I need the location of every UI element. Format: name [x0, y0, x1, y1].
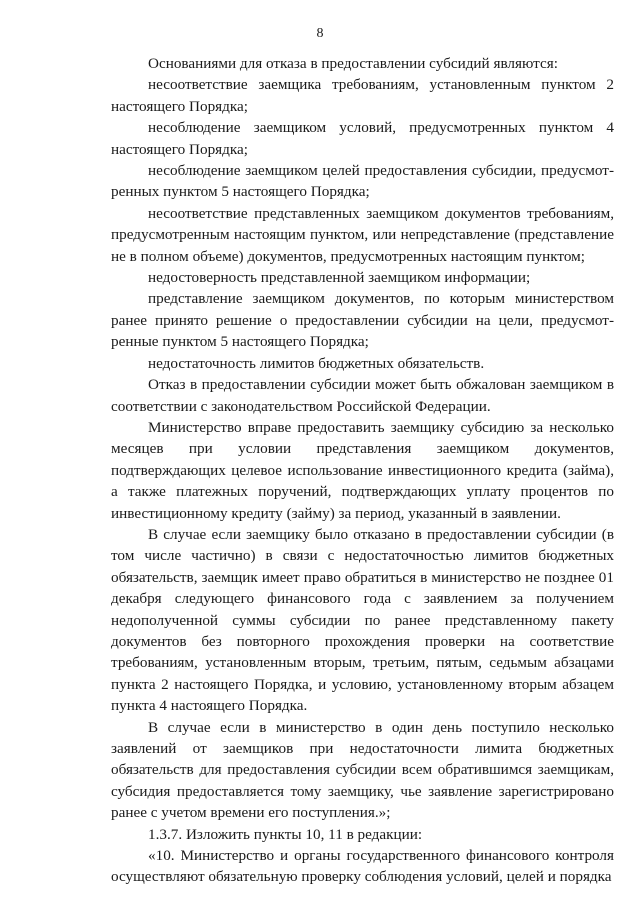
paragraph: несоответствие представленных заемщиком документов требованиям, предусмотренным настоящим пунктом, или непредставление (представление не в полном объеме) документов, предусмотренных настоящим пунктом; — [111, 204, 614, 265]
paragraph: В случае если заемщику было отказано в предоставлении субсидии (в том числе частично) в связи с недостаточностью лимитов бюджетных обязательств, заемщик имеет право обратиться в министерство не позднее 01 декабря следующего финансового года с заявлением за получением недополученной суммы субсидии по ранее представленному пакету документов без повторного прохождения проверки на соответствие требованиям, установленным вторым, третьим, пятым, седьмым абзацами пункта 2 настоящего Порядка, и условию, установленному вторым абзацем пункта 4 настоящего Порядка. — [111, 525, 614, 715]
paragraph: 1.3.7. Изложить пункты 10, 11 в редакции: — [148, 825, 423, 843]
page-number: 8 — [316, 26, 324, 41]
paragraph: несоответствие заемщика требованиям, установленным пунктом 2 настоящего Порядка; — [111, 76, 614, 115]
paragraph: Основаниями для отказа в предоставлении субсидий являются: — [148, 55, 558, 72]
paragraph: несоблюдение заемщиком условий, предусмотренных пунктом 4 настоящего Порядка; — [111, 119, 614, 158]
paragraph: «10. Министерство и органы государственного финансового контроля осуществляют обязательную проверку соблюдения условий, целей и порядка — [111, 847, 614, 886]
paragraph: представление заемщиком документов, по которым министерством ранее принято решение о предоставлении субсидии на цели, предусмотренные пунктом 5 настоящего Порядка; — [111, 290, 614, 351]
document-body — [111, 53, 614, 888]
paragraph: недостаточность лимитов бюджетных обязательств. — [148, 354, 485, 372]
paragraph: Отказ в предоставлении субсидии может быть обжалован заемщиком в соответствии с законодательством Российской Федерации. — [111, 376, 614, 415]
paragraph: несоблюдение заемщиком целей предоставления субсидии, предусмотренных пунктом 5 настоящего Порядка; — [111, 162, 614, 201]
paragraph: недостоверность представленной заемщиком информации; — [148, 269, 531, 287]
paragraph: В случае если в министерство в один день поступило несколько заявлений от заемщиков при недостаточности лимита бюджетных обязательств для предоставления субсидии всем обратившимся заемщикам, субсидия предоставляется тому заемщику, чье заявление зарегистрировано ранее с учетом времени его поступления.»; — [111, 718, 614, 822]
paragraph: Министерство вправе предоставить заемщику субсидию за несколько месяцев при условии представления заемщиком документов, подтверждающих целевое использование инвестиционного кредита (займа), а также платежных поручений, подтверждающих уплату процентов по инвестиционному кредиту (займу) за период, указанный в заявлении. — [111, 418, 614, 522]
